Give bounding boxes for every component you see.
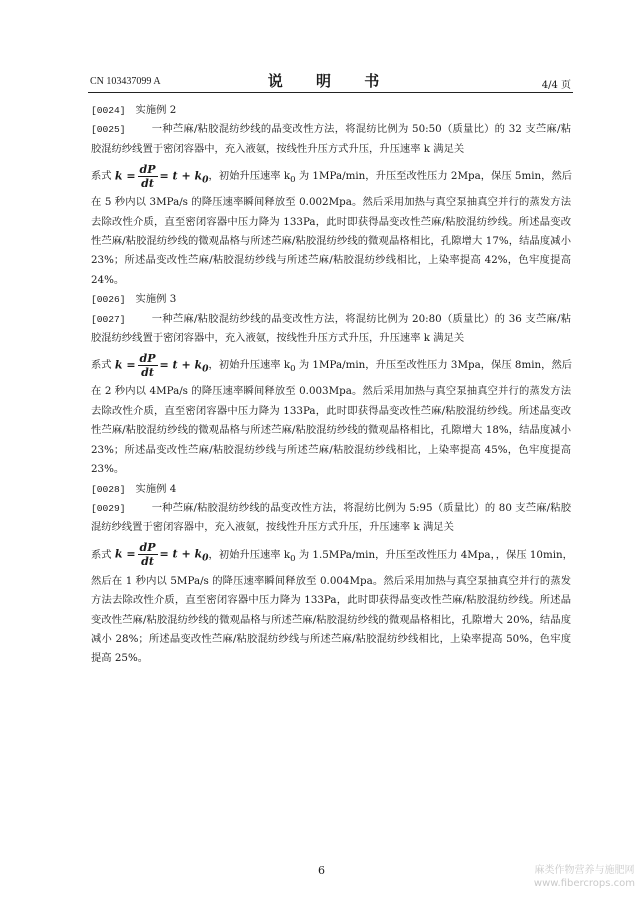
paragraph-text-cont: 在 2 秒内以 4MPa/s 的降压速率瞬间释放至 0.003Mpa。然后采用加热与真空泵抽真空并行的蒸发方法去除改性介质，直至密闭容器中压力降为 133Pa，此时即获得晶变改性苎麻/粘胶混纺纱线。所述晶变改性苎麻/粘胶混纺纱线的微观晶格与所述苎麻/粘胶混纺纱线的微观晶格相比，孔隙增大 18%，结晶度减小 23%；所述晶变改性苎麻/粘胶混纺纱线与所述苎麻/粘胶混纺纱线相比，上染率提高 45%，色牢度提高 23%。 [91,385,571,476]
paragraph-number: [0026] [91,294,126,306]
formula-prefix: 系式 [91,548,112,561]
formula-lhs: k = [114,547,136,561]
rate-formula [115,352,209,379]
formula-rhs: = t + k [159,169,203,183]
paragraph-number: [0024] [91,105,126,116]
formula-numerator: dP [139,541,156,555]
formula-line [91,348,571,382]
page-header [88,66,573,93]
formula-subscript: 0 [202,363,209,375]
formula-suffix: ，初始升压速率 k [208,359,291,372]
paragraph-number: [0028] [91,483,126,495]
paragraph-number: [0027] [91,313,126,325]
formula-fraction [138,352,158,379]
patent-number: CN 103437099 A [90,76,161,87]
formula-line [91,159,571,193]
section-heading: 实施例 3 [135,293,177,306]
paragraph-text-cont: 然后在 1 秒内以 5MPa/s 的降压速率瞬间释放至 0.004Mpa。然后采用加热与真空泵抽真空并行的蒸发方法去除改性介质，直至密闭容器中压力降为 133Pa，此时即获得晶变改性苎麻/粘胶混纺纱线。所述晶变改性苎麻/粘胶混纺纱线的微观晶格与所述苎麻/粘胶混纺纱线的微观晶格相比，孔隙增大 20%，结晶度减小 28%；所述晶变改性苎麻/粘胶混纺纱线与所述苎麻/粘胶混纺纱线相比，上染率提高 50%，色牢度提高 25%。 [91,574,571,665]
formula-denominator: dt [141,365,154,379]
formula-subscript: 0 [202,552,209,564]
formula-subscript: 0 [202,174,209,186]
formula-rhs: = t + k [159,358,203,372]
formula-suffix-subscript: 0 [290,553,296,564]
paragraph-number: [0029] [91,502,126,514]
formula-lhs: k = [114,358,136,372]
paragraph-text: 一种苎麻/粘胶混纺纱线的晶变改性方法，将混纺比例为 5:95（质量比）的 80 支苎麻/粘胶混纺纱线置于密闭容器中，充入液氨，按线性升压方式升压，升压速率 k 满足关 [91,501,571,534]
formula-denominator: dt [141,176,154,190]
formula-prefix: 系式 [91,170,112,183]
formula-suffix-cont: 为 1MPa/min，升压至改性压力 3Mpa，保压 8min，然后 [295,359,573,372]
formula-line [91,538,571,572]
document-title: 说 明 书 [267,72,394,90]
formula-suffix-subscript: 0 [290,364,296,375]
formula-suffix: ，初始升压速率 k [208,548,291,561]
formula-prefix: 系式 [91,359,112,372]
formula-suffix-cont: 为 1.5MPa/min，升压至改性压力 4Mpa，，保压 10min， [295,548,573,561]
watermark-name: 麻类作物营养与施肥网 [534,865,635,876]
rate-formula [115,163,209,190]
page-number: 6 [318,864,325,877]
document-body [91,101,571,669]
page-indicator: 4/4 页 [541,80,571,91]
section-heading: 实施例 2 [135,104,177,116]
paragraph-text-cont: 在 5 秒内以 3MPa/s 的降压速率瞬间释放至 0.002Mpa。然后采用加热与真空泵抽真空并行的蒸发方法去除改性介质，直至密闭容器中压力降为 133Pa，此时即获得晶变改性苎麻/粘胶混纺纱线。所述晶变改性苎麻/粘胶混纺纱线的微观晶格与所述苎麻/粘胶混纺纱线的微观晶格相比，孔隙增大 17%，结晶度减小 23%；所述晶变改性苎麻/粘胶混纺纱线与所述苎麻/粘胶混纺纱线相比，上染率提高 42%，色牢度提高 24%。 [91,196,571,286]
paragraph-0029 [91,499,571,538]
paragraph-text: 一种苎麻/粘胶混纺纱线的晶变改性方法，将混纺比例为 50:50（质量比）的 32 支苎麻/粘胶混纺纱线置于密闭容器中，充入液氨，按线性升压方式升压，升压速率 k 满足关 [91,123,571,155]
formula-fraction [138,163,158,190]
paragraph-text: 一种苎麻/粘胶混纺纱线的晶变改性方法，将混纺比例为 20:80（质量比）的 36 支苎麻/粘胶混纺纱线置于密闭容器中，充入液氨，按线性升压方式升压，升压速率 k 满足关 [91,312,571,345]
formula-fraction [138,541,158,568]
site-watermark [534,864,635,890]
paragraph-number: [0025] [91,124,126,136]
section-heading: 实施例 4 [135,482,177,495]
formula-lhs: k = [114,169,136,183]
formula-suffix-subscript: 0 [290,175,296,186]
paragraph-0028 [91,480,571,499]
paragraph-0026 [91,290,571,309]
formula-suffix-cont: 为 1MPa/min，升压至改性压力 2Mpa，保压 5min，然后 [295,170,573,183]
formula-numerator: dP [139,351,156,365]
paragraph-0027 [91,310,571,349]
formula-numerator: dP [139,162,156,176]
paragraph-0024 [91,101,571,120]
paragraph-0025 [91,120,571,159]
formula-rhs: = t + k [159,547,203,561]
formula-suffix: ，初始升压速率 k [208,170,291,183]
rate-formula [115,541,209,568]
watermark-url: www.fibercrops.com [533,878,635,889]
formula-denominator: dt [141,555,154,569]
